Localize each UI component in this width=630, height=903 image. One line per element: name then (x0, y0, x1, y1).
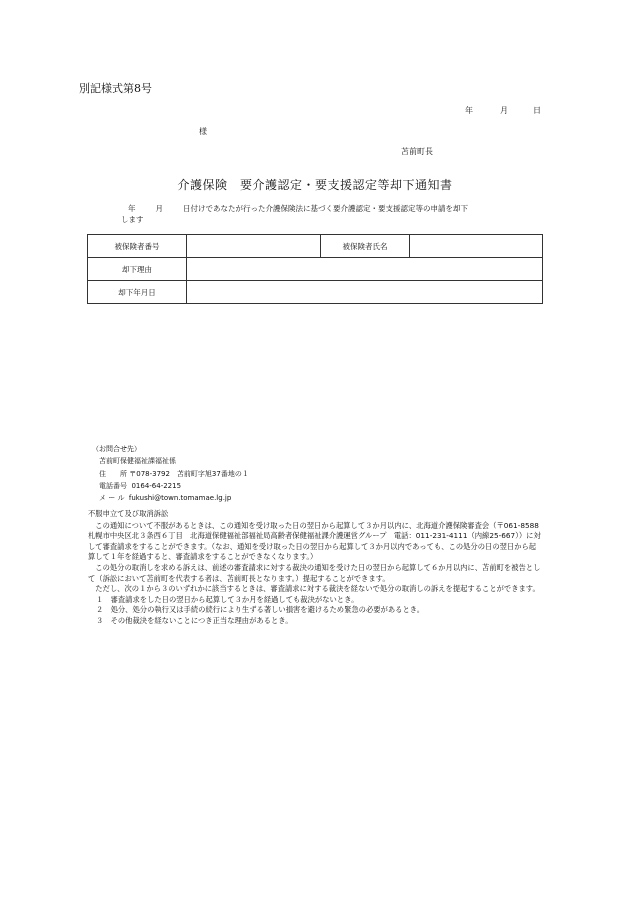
intro-year: 年 (128, 204, 136, 213)
insured-name-label: 被保険者氏名 (321, 235, 410, 258)
email-value: fukushi@town.tomamae.lg.jp (128, 494, 232, 503)
rejection-reason-value (187, 258, 543, 281)
contact-heading: （お問合せ先） (92, 445, 141, 453)
contact-block (92, 443, 249, 504)
document-title: 介護保険 要介護認定・要支援認定等却下通知書 (177, 178, 453, 192)
email-label: メ ー ル (99, 494, 125, 503)
appeal-item: ３ その他裁決を経ないことにつき正当な理由があるとき。 (96, 615, 293, 625)
addressee-suffix: 様 (199, 127, 207, 136)
insured-number-label: 被保険者番号 (88, 235, 187, 258)
intro-line-1 (128, 203, 468, 214)
appeal-heading: 不服申立て及び取消訴訟 (88, 509, 169, 518)
contact-phone (92, 480, 249, 492)
appeal-paragraph: この通知について不服があるときは、この通知を受け取った日の翌日から起算して３か月以内に、北海道介護保険審査会（〒061-8588札幌市中央区北３条西６丁目 北海道保健福祉部福祉局高齢者保健福祉課介護運営グループ 電話：011-231-4111（内線25-667））に対して審査請求をすることができます。（なお、通知を受け取った日の翌日から起算して３か月以内であっても、この処分の日の翌日から起算して１年を経過すると、審査請求をすることができなくなります。） (88, 520, 541, 562)
phone-label: 電話番号 (99, 481, 127, 490)
insured-name-value (410, 235, 543, 258)
date-day-label: 日 (533, 106, 541, 115)
insured-number-value (187, 235, 321, 258)
contact-address (92, 468, 249, 480)
appeal-item: １ 審査請求をした日の翌日から起算して３か月を経過しても裁決がないとき。 (96, 594, 359, 604)
intro-text: 日付けであなたが行った介護保険法に基づく要介護認定・要支援認定等の申請を却下 (183, 204, 468, 213)
appeal-paragraph: この処分の取消しを求める訴えは、前述の審査請求に対する裁決の通知を受けた日の翌日から起算して６か月以内に、苫前町を被告として（訴訟において苫前町を代表する者は、苫前町長となります。）提起することができます。 (88, 562, 541, 583)
rejection-date-value (187, 281, 543, 304)
address-label: 住 所 (99, 469, 127, 478)
form-number: 別記様式第8号 (79, 82, 152, 95)
sender-name: 苫前町長 (401, 147, 433, 156)
appeal-section (88, 509, 543, 627)
rejection-info-table (87, 234, 543, 304)
intro-month: 月 (155, 204, 163, 213)
date-month-label: 月 (500, 106, 508, 115)
address-value: 〒078-3792 苫前町字旭37番地の１ (129, 469, 249, 478)
appeal-item: ２ 処分、処分の執行又は手続の続行により生ずる著しい損害を避けるため緊急の必要があるとき。 (96, 605, 425, 615)
contact-email (92, 492, 249, 504)
rejection-reason-label: 却下理由 (88, 258, 187, 281)
intro-line-2: します (121, 215, 144, 224)
date-year-label: 年 (465, 106, 473, 115)
rejection-date-label: 却下年月日 (88, 281, 187, 304)
contact-dept: 苫前町保健福祉課福祉係 (99, 457, 176, 466)
appeal-paragraph: ただし、次の１から３のいずれかに該当するときは、審査請求に対する裁決を経ないで処分の取消しの訴えを提起することができます。 (88, 584, 540, 594)
phone-value: 0164-64-2215 (131, 481, 182, 490)
